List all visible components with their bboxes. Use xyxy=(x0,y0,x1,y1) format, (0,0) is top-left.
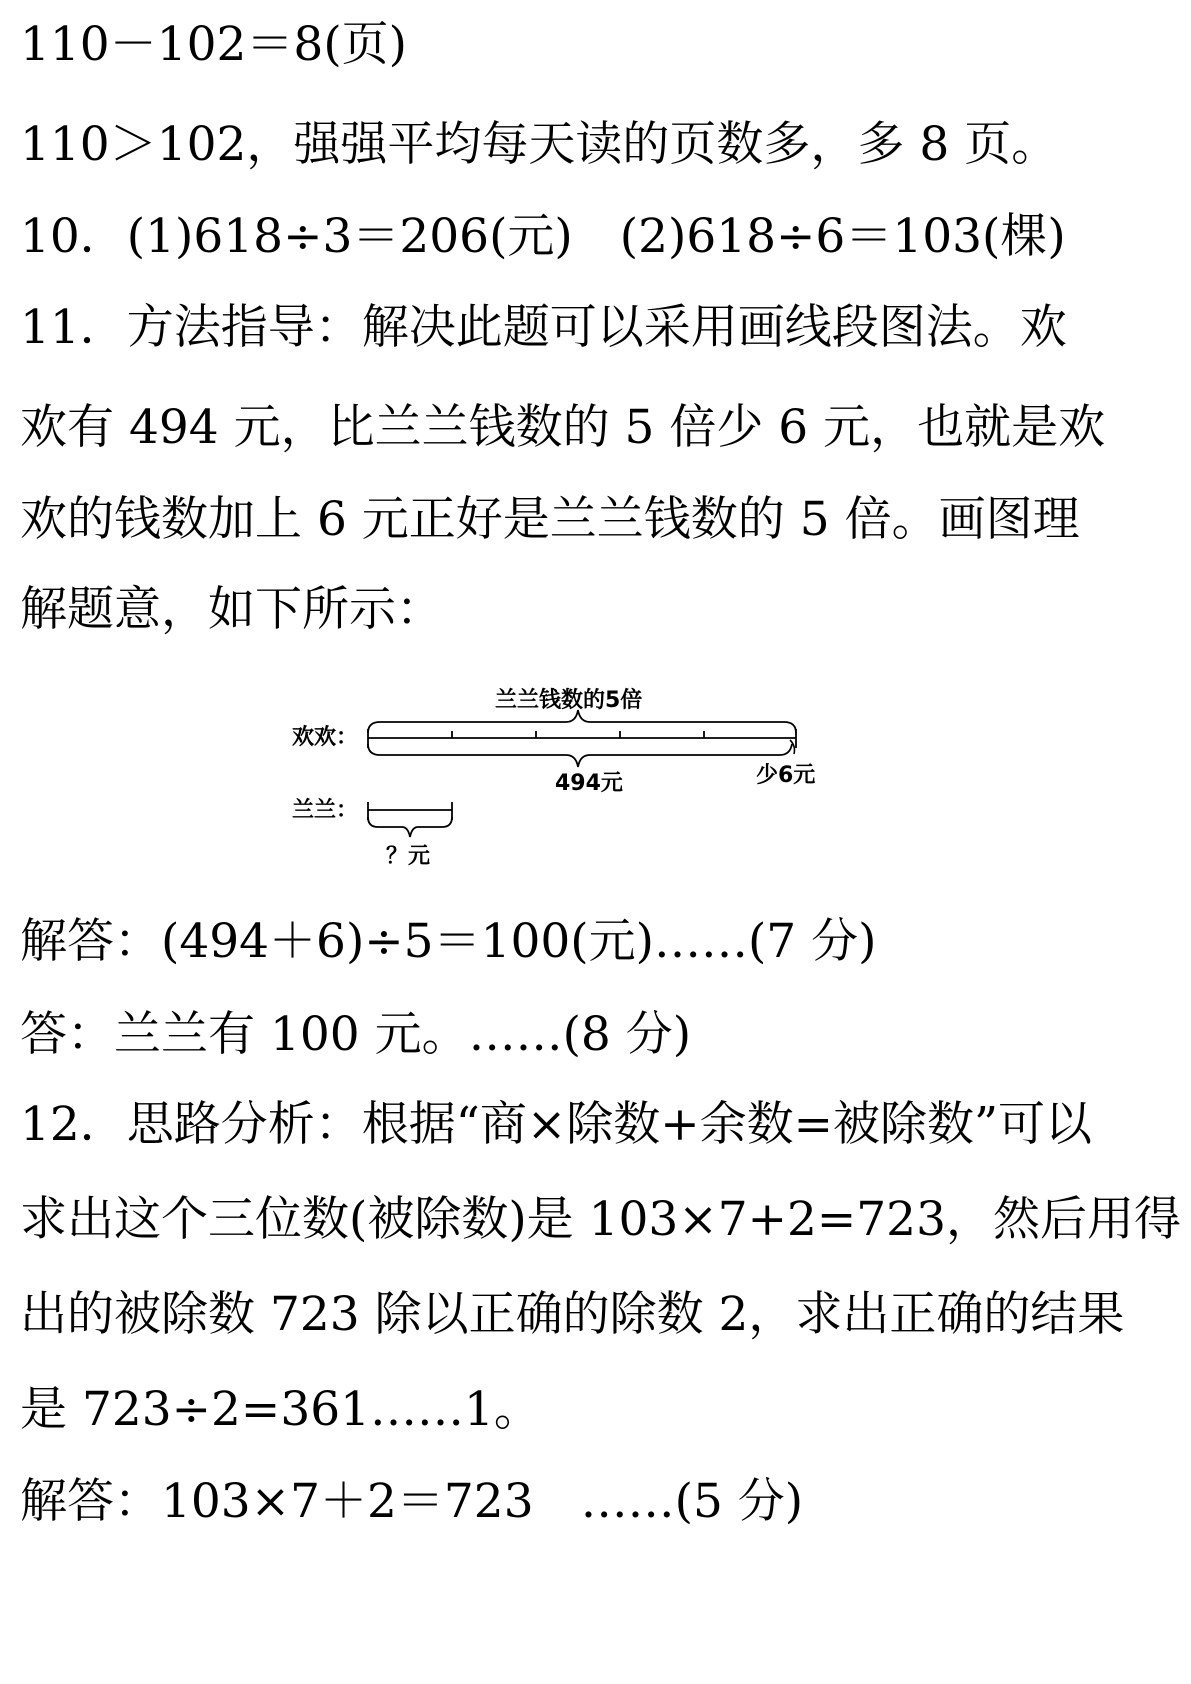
huanhuan-bar xyxy=(368,729,796,748)
bottom-brace xyxy=(368,744,792,767)
text-line-7: 解题意，如下所示： xyxy=(20,582,443,637)
text-line-2: 110＞102，强强平均每天读的页数多，多 8 页。 xyxy=(20,117,1059,172)
segment-ticks xyxy=(452,731,704,738)
lanlan-label: 兰兰： xyxy=(292,798,359,823)
text-line-9: 答：兰兰有 100 元。……(8 分) xyxy=(20,1007,692,1062)
huanhuan-amount: 494元 xyxy=(555,771,623,796)
top-brace xyxy=(368,710,796,733)
text-line-11: 求出这个三位数(被除数)是 103×7+2=723，然后用得 xyxy=(20,1192,1181,1247)
text-line-13: 是 723÷2=361……1。 xyxy=(20,1382,541,1437)
text-line-12: 出的被除数 723 除以正确的除数 2，求出正确的结果 xyxy=(20,1287,1125,1342)
text-line-3: 10．(1)618÷3＝206(元) (2)618÷6＝103(棵) xyxy=(20,209,1066,264)
lanlan-bar xyxy=(368,802,452,837)
text-line-6: 欢的钱数加上 6 元正好是兰兰钱数的 5 倍。画图理 xyxy=(20,492,1080,547)
less-label: 少6元 xyxy=(756,763,816,788)
huanhuan-label: 欢欢： xyxy=(292,725,359,750)
top-brace-label: 兰兰钱数的5倍 xyxy=(495,688,643,713)
text-line-1: 110－102＝8(页) xyxy=(20,17,407,72)
text-line-14: 解答：103×7＋2＝723 ……(5 分) xyxy=(20,1474,804,1529)
text-line-5: 欢有 494 元，比兰兰钱数的 5 倍少 6 元，也就是欢 xyxy=(20,400,1106,455)
text-line-4: 11．方法指导：解决此题可以采用画线段图法。欢 xyxy=(20,300,1067,355)
lanlan-amount: ？元 xyxy=(386,844,431,869)
text-line-8: 解答：(494＋6)÷5＝100(元)……(7 分) xyxy=(20,914,877,969)
line-segment-diagram xyxy=(290,680,850,880)
text-line-10: 12．思路分析：根据“商×除数+余数=被除数”可以 xyxy=(20,1097,1093,1152)
